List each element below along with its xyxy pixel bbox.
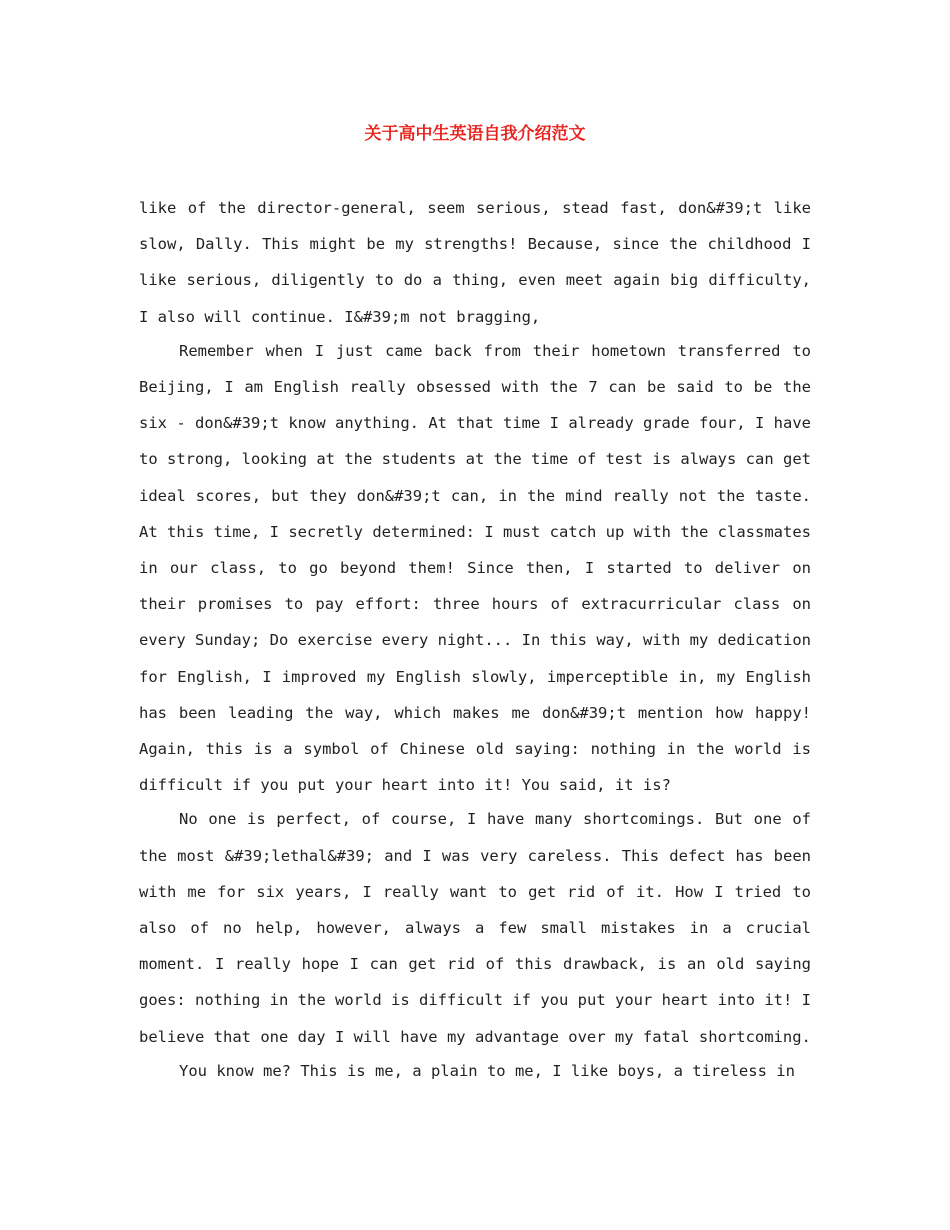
paragraph-3: No one is perfect, of course, I have many shortcomings. But one of the most &#39;lethal&#39; and I was very careless. This defect has been with me for six years, I really want to get rid of it. How I tried to also of no help, however, always a few small mistakes in a crucial moment. I really hope I can get rid of this drawback, is an old saying goes: nothing in the world is difficult if you put your heart into it! I believe that one day I will have my advantage over my fatal shortcoming. [139, 810, 811, 1046]
paragraph-1: like of the director-general, seem serious, stead fast, don&#39;t like slow, Dally. This might be my strengths! Because, since the childhood I like serious, diligently to do a thing, even meet again big difficulty, I also will continue. I&#39;m not bragging, [139, 199, 811, 326]
document-body [139, 190, 811, 1087]
document-title: 关于高中生英语自我介绍范文 [364, 124, 586, 144]
paragraph-2: Remember when I just came back from their hometown transferred to Beijing, I am English really obsessed with the 7 can be said to be the six - don&#39;t know anything. At that time I already grade four, I have to strong, looking at the students at the time of test is always can get ideal scores, but they don&#39;t can, in the mind really not the taste. At this time, I secretly determined: I must catch up with the classmates in our class, to go beyond them! Since then, I started to deliver on their promises to pay effort: three hours of extracurricular class on every Sunday; Do exercise every night... In this way, with my dedication for English, I improved my English slowly, imperceptible in, my English has been leading the way, which makes me don&#39;t mention how happy! Again, this is a symbol of Chinese old saying: nothing in the world is difficult if you put your heart into it! You said, it is? [139, 341, 811, 795]
paragraph-4: You know me? This is me, a plain to me, I like boys, a tireless in [179, 1061, 795, 1080]
